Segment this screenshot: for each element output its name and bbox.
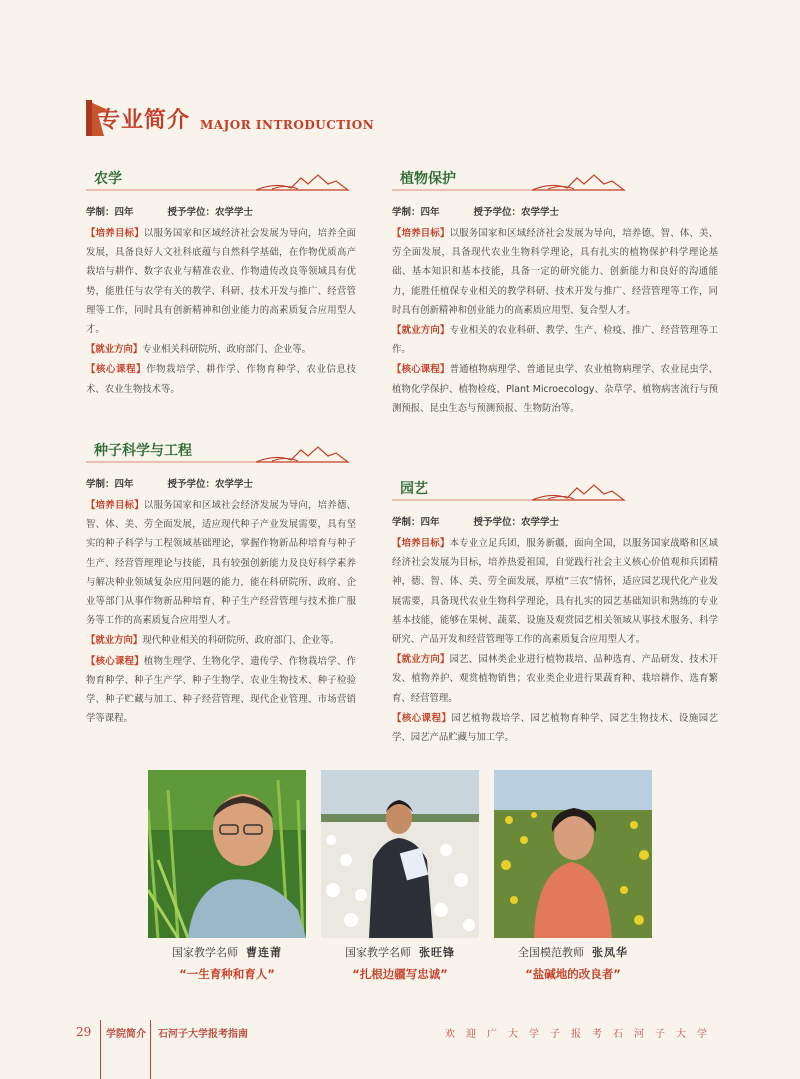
mountain-decoration-icon <box>392 172 628 192</box>
course-text: 植物生理学、生物化学、遗传学、作物栽培学、作物育种学、种子生产学、种子生物学、农业生物技术、种子检验学、种子贮藏与加工、种子经营管理、现代企业管理、市场营销学等课程。 <box>86 655 356 725</box>
duration-label: 学制：四年 <box>86 479 134 490</box>
teacher-portrait-icon <box>321 770 479 938</box>
career-tag: 【就业方向】 <box>392 654 450 666</box>
goal-paragraph <box>392 224 718 320</box>
program-meta <box>86 476 356 490</box>
course-paragraph <box>392 360 718 418</box>
section-agronomy <box>86 168 356 400</box>
degree-label: 授予学位：农学学士 <box>473 207 560 218</box>
career-tag: 【就业方向】 <box>86 344 143 356</box>
mountain-decoration-icon <box>86 444 356 464</box>
program-meta <box>392 514 718 528</box>
section-plant-protection <box>392 168 718 419</box>
goal-tag: 【培养目标】 <box>86 500 144 511</box>
page-number: 29 <box>76 1025 92 1039</box>
footer-divider <box>100 1020 101 1079</box>
teacher-role: 国家教学名师 <box>345 946 411 959</box>
page-footer <box>0 1020 800 1079</box>
mountain-decoration-icon <box>392 482 628 502</box>
goal-tag: 【培养目标】 <box>392 228 450 239</box>
degree-label: 授予学位：农学学士 <box>473 517 560 528</box>
career-tag: 【就业方向】 <box>86 635 143 647</box>
teacher-quote: “扎根边疆写忠诚” <box>352 967 448 981</box>
section-title: 植物保护 <box>400 171 456 187</box>
teacher-name: 曹连莆 <box>246 946 282 959</box>
goal-text: 以服务国家和区域经济社会发展为导向，培养德、智、体、美、劳全面发展，具备现代农业生物科学理论，具有扎实的植物保护科学理论基础、基本知识和基本技能，具备一定的研究能力、创新能力和良好的沟通能力，能胜任植保专业相关的教学科研、技术开发与推广、经营管理等工作，同时具有创新精神和创业能力的高素质应用型、复合型人才。 <box>392 228 718 316</box>
caption-teacher-2 <box>300 944 500 982</box>
section-horticulture <box>392 478 718 748</box>
teacher-name: 张凤华 <box>592 946 628 959</box>
duration-label: 学制：四年 <box>392 207 440 218</box>
goal-text: 以服务国家和区域经济社会发展为导向，培养全面发展，具备良好人文社科底蕴与自然科学基础，在作物优质高产栽培与耕作、数字农业与精准农业、作物遗传改良等领域具有优势，能胜任与农学有关的教学、科研、技术开发与推广、经营管理等工作，同时具有创新精神和创业能力的高素质复合应用型人才。 <box>86 228 356 336</box>
teacher-portrait-icon <box>148 770 306 938</box>
program-meta <box>392 204 718 218</box>
career-text: 专业相关科研院所、政府部门、企业等。 <box>142 344 312 356</box>
footer-guide-title: 石河子大学报考指南 <box>158 1029 248 1040</box>
mountain-decoration-icon <box>86 172 356 192</box>
course-paragraph <box>86 360 356 398</box>
goal-text: 以服务国家和区域社会经济发展为导向，培养德、智、体、美、劳全面发展，适应现代种子产业发展需要，具有坚实的种子科学与工程领域基础理论，掌握作物新品种培育与种子生产、经营管理理论与技能，具有较强创新能力及良好科学素养与解决种业领域复杂应用问题的能力，能在科研院所、政府、企业等部门从事作物新品种培育、种子生产经营管理与技术推广服务等工作的高素质复合应用型人才。 <box>86 500 356 627</box>
photo-teacher-3 <box>494 770 652 938</box>
career-text: 园艺、园林类企业进行植物栽培、品种选育、产品研发、技术开发、植物养护、观赏植物销售；农业类企业进行果蔬育种、栽培耕作、选育繁育、经营管理。 <box>392 654 718 704</box>
teacher-role: 国家教学名师 <box>172 946 238 959</box>
section-title-bar <box>86 168 356 194</box>
degree-label: 授予学位：农学学士 <box>167 479 254 490</box>
teacher-role: 全国模范教师 <box>518 946 584 959</box>
page-title: 专业简介 <box>98 108 191 133</box>
section-title: 农学 <box>94 171 122 187</box>
program-meta <box>86 204 356 218</box>
caption-teacher-3 <box>473 944 673 982</box>
teacher-portrait-icon <box>494 770 652 938</box>
teacher-name: 张旺锋 <box>419 946 455 959</box>
course-paragraph <box>392 709 718 747</box>
course-text: 作物栽培学、耕作学、作物育种学、农业信息技术、农业生物技术等。 <box>86 364 356 395</box>
caption-teacher-1 <box>127 944 327 982</box>
goal-tag: 【培养目标】 <box>86 228 144 239</box>
footer-slogan: 欢迎广大学子报考石河子大学 <box>445 1029 718 1040</box>
page-header <box>86 100 374 136</box>
goal-paragraph <box>86 496 356 630</box>
career-paragraph <box>86 340 356 359</box>
career-text: 现代种业相关的科研院所、政府部门、企业等。 <box>142 635 340 647</box>
photo-teacher-2 <box>321 770 479 938</box>
section-seed-science <box>86 440 356 729</box>
section-title-bar <box>86 440 356 466</box>
duration-label: 学制：四年 <box>392 517 440 528</box>
goal-tag: 【培养目标】 <box>392 538 450 549</box>
teacher-quote: “一生育种和育人” <box>179 967 275 981</box>
footer-divider <box>150 1020 151 1079</box>
career-paragraph <box>392 321 718 359</box>
duration-label: 学制：四年 <box>86 207 134 218</box>
career-tag: 【就业方向】 <box>392 325 450 337</box>
section-title: 种子科学与工程 <box>94 443 192 459</box>
course-paragraph <box>86 652 356 729</box>
course-text: 园艺植物栽培学、园艺植物育种学、园艺生物技术、设施园艺学、园艺产品贮藏与加工学。 <box>392 712 718 744</box>
section-title: 园艺 <box>400 481 428 497</box>
goal-paragraph <box>86 224 356 339</box>
section-title-bar <box>392 478 718 504</box>
career-paragraph <box>86 631 356 650</box>
page-title-en: MAJOR INTRODUCTION <box>200 118 375 132</box>
course-tag: 【核心课程】 <box>86 364 147 376</box>
course-tag: 【核心课程】 <box>392 364 450 376</box>
course-tag: 【核心课程】 <box>86 655 144 667</box>
degree-label: 授予学位：农学学士 <box>167 207 254 218</box>
section-title-bar <box>392 168 718 194</box>
course-tag: 【核心课程】 <box>392 712 452 724</box>
career-text: 专业相关的农业科研、教学、生产、检疫、推广、经营管理等工作。 <box>392 325 718 356</box>
photo-teacher-1 <box>148 770 306 938</box>
goal-paragraph <box>392 534 718 649</box>
course-text: 普通植物病理学、普通昆虫学、农业植物病理学、农业昆虫学、植物化学保护、植物检疫、Plant Microecology、杂草学、植物病害流行与预测预报、昆虫生态与预测预报、生物防治等。 <box>392 364 718 414</box>
career-paragraph <box>392 650 718 708</box>
teacher-quote: “盐碱地的改良者” <box>525 967 621 981</box>
footer-section: 学院简介 <box>106 1029 146 1040</box>
goal-text: 本专业立足兵团，服务新疆，面向全国，以服务国家战略和区域经济社会发展为目标，培养热爱祖国，自觉践行社会主义核心价值观和兵团精神，德、智、体、美、劳全面发展，厚植“三农”情怀，适应园艺现代化产业发展需要，具备现代农业生物科学理论，具有扎实的园艺基础知识和熟练的专业基本技能，能够在果树、蔬菜、设施及观赏园艺相关领域从事技术服务、科学研究、产品开发和经营管理等工作的高素质复合应用型人才。 <box>392 538 718 646</box>
